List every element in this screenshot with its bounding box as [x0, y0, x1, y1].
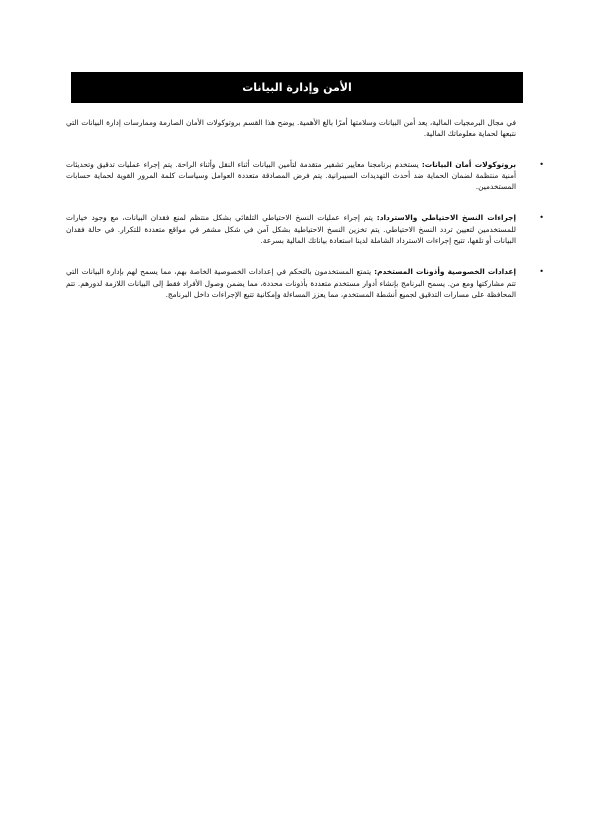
bullet-icon: •: [539, 213, 544, 223]
list-item-title: إجراءات النسخ الاحتياطي والاسترداد:: [376, 213, 516, 223]
list-item: [66, 212, 544, 246]
list-item-title: إعدادات الخصوصية وأذونات المستخدم:: [374, 267, 516, 277]
list-item-body: يتمتع المستخدمون بالتحكم في إعدادات الخصوصية الخاصة بهم، مما يسمح لهم بإدارة البيانات التي تتم مشاركتها ومع من. يسمح البرنامج بإنشاء أدوار مستخدم متعددة بأذونات محددة، مما يضمن وصول الأفراد فقط إلى البيانات اللازمة لدورهم. تتم المحافظة على مسارات التدقيق لجميع أنشطة المستخدم، مما يعزز المساءلة وإمكانية تتبع الإجراءات داخل البرنامج.: [66, 267, 516, 299]
bullet-icon: •: [539, 267, 544, 277]
list-item-title: بروتوكولات أمان البيانات:: [421, 159, 517, 169]
intro-paragraph: في مجال البرمجيات المالية، يعد أمن البيانات وسلامتها أمرًا بالغ الأهمية. يوضح هذا القسم بروتوكولات الأمان الصارمة وممارسات إدارة البيانات التي نتبعها لحماية معلوماتك المالية.: [66, 118, 516, 139]
list-item-body: يتم إجراء عمليات النسخ الاحتياطي التلقائي بشكل منتظم لمنع فقدان البيانات، مع وجود خيارات للمستخدمين لتعيين تردد النسخ الاحتياطي. يتم تخزين النسخ الاحتياطية بشكل آمن في شكل مشفر في مواقع متعددة للتكرار. في حالة فقدان البيانات أو تلفها، تتيح إجراءات الاسترداد الشاملة لدينا استعادة بياناتك المالية بسرعة.: [66, 213, 516, 246]
list-item-body: يستخدم برنامجنا معايير تشفير متقدمة لتأمين البيانات أثناء النقل وأثناء الراحة. يتم إجراء عمليات تدقيق وتحديثات أمنية منتظمة لضمان الحماية ضد أحدث التهديدات السيبرانية. يتم فرض المصادقة متعددة العوامل وسياسات كلمة المرور القوية لحماية حسابات المستخدمين.: [66, 159, 516, 192]
section-title: الأمن وإدارة البيانات: [242, 81, 352, 94]
list-item: [66, 266, 544, 300]
document-body: [66, 117, 544, 320]
list-item: [66, 159, 544, 193]
section-title-banner: [71, 72, 523, 103]
bullet-icon: •: [539, 159, 544, 169]
section-list: [66, 159, 544, 301]
